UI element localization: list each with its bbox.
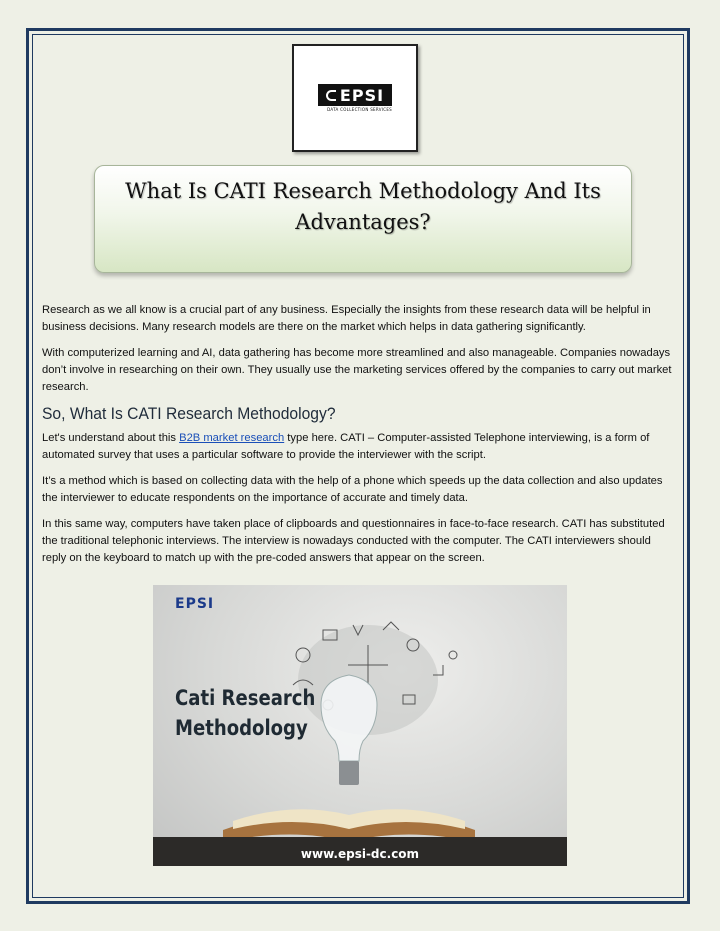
logo-wordmark-text: EPSI	[339, 85, 385, 105]
hero-url: www.epsi-dc.com	[300, 847, 420, 861]
definition-text-end: type here. CATI – Computer-assisted Telephone interviewing, is a form of automated survey that uses a particular software to provide the interviewer with the script.	[42, 432, 650, 461]
page-title: What Is CATI Research Methodology And Its Advantages?	[125, 179, 601, 234]
hero-logo: EPSI	[175, 596, 215, 612]
logo-c-icon	[326, 90, 336, 101]
paragraph-intro: Research as we all know is a crucial part of any business. Especially the insights from these research data will be helpful in business decisions. Many research models are there on the market which helps in data gathering significantly.	[42, 304, 651, 333]
article-body	[42, 302, 678, 576]
b2b-market-research-link[interactable]: B2B market research	[179, 432, 285, 444]
definition-text-start: Let's understand about this	[42, 432, 180, 444]
logo-wordmark	[318, 84, 392, 106]
bulb-glass-icon	[321, 675, 377, 761]
paragraph-definition	[42, 430, 678, 464]
title-banner	[94, 165, 632, 273]
section-heading: So, What Is CATI Research Methodology?	[42, 404, 336, 423]
paragraph-computers: In this same way, computers have taken place of clipboards and questionnaires in face-to-face research. CATI has substituted the traditional telephonic interviews. The interview is nowadays conducted with the computer. The CATI interviewers should reply on the keyboard to match up with the pre-coded answers that appear on the screen.	[42, 518, 665, 564]
logo-mark	[318, 84, 392, 112]
paragraph-method: It’s a method which is based on collecting data with the help of a phone which speeds up the data collection and also updates the interviewer to educate respondents on the importance of accurate and timely data.	[42, 475, 663, 504]
company-logo	[292, 44, 418, 152]
paragraph-ai: With computerized learning and AI, data gathering has become more streamlined and also manageable. Companies nowadays don’t involve in researching on their own. They usually use the marketing services offered by the companies to carry out market research.	[42, 347, 672, 393]
bulb-socket-icon	[339, 761, 359, 785]
hero-title: Cati Research Methodology	[175, 686, 316, 740]
hero-image	[153, 585, 567, 866]
logo-tagline: DATA COLLECTION SERVICES	[327, 107, 392, 112]
